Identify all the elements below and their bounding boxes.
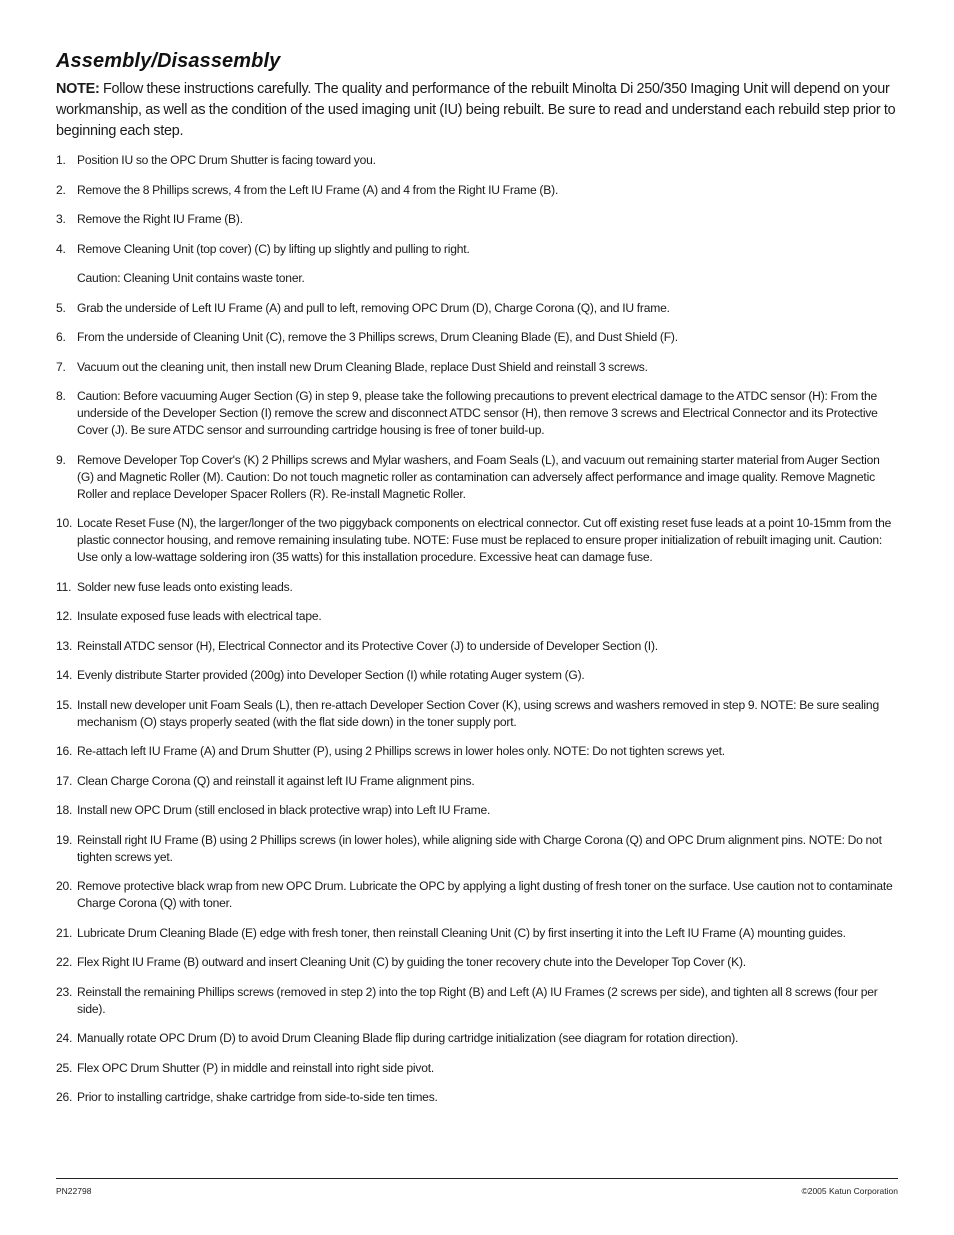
steps-list	[56, 152, 898, 1106]
step-item	[56, 608, 898, 625]
step-text: Position IU so the OPC Drum Shutter is facing toward you.	[77, 153, 376, 167]
note-text: Follow these instructions carefully. The quality and performance of the rebuilt Minolta Di 250/350 Imaging Unit will depend on your workmanship, as well as the condition of the used imaging unit (IU) being rebuilt. Be sure to read and understand each rebuild step prior to beginning each step.	[56, 81, 896, 139]
step-item	[56, 878, 898, 912]
step-number: 23.	[56, 984, 73, 999]
step-text: Lubricate Drum Cleaning Blade (E) edge with fresh toner, then reinstall Cleaning Unit (C) by first inserting it into the Left IU Frame (A) mounting guides.	[77, 925, 846, 940]
step-text: Re-attach left IU Frame (A) and Drum Shutter (P), using 2 Phillips screws in lower holes only. NOTE: Do not tighten screws yet.	[77, 744, 725, 758]
step-text: From the underside of Cleaning Unit (C), remove the 3 Phillips screws, Drum Cleaning Blade (E), and Dust Shield (F).	[77, 330, 678, 344]
step-number: 13.	[56, 638, 73, 653]
step-item	[56, 667, 898, 684]
step-text: Reinstall right IU Frame (B) using 2 Phillips screws (in lower holes), while aligning side with Charge Corona (Q) and OPC Drum alignment pins. NOTE: Do not tighten screws yet.	[77, 832, 882, 864]
page-title: Assembly/Disassembly	[56, 50, 281, 72]
step-number: 16.	[56, 744, 73, 758]
step-number: 20.	[56, 879, 73, 893]
step-item	[56, 925, 898, 942]
step-text: Caution: Cleaning Unit contains waste toner.	[77, 271, 305, 285]
step-item	[56, 152, 898, 169]
step-text: Remove Cleaning Unit (top cover) (C) by lifting up slightly and pulling to right.	[77, 241, 470, 256]
step-item	[56, 832, 898, 866]
note-label: NOTE:	[56, 81, 100, 97]
step-item	[56, 388, 898, 439]
step-text: Reinstall the remaining Phillips screws (removed in step 2) into the top Right (B) and Left (A) IU Frames (2 screws per side), and tighten all 8 screws (four per side).	[77, 984, 878, 1016]
step-item	[56, 359, 898, 376]
step-number: 10.	[56, 516, 73, 530]
step-item	[56, 773, 898, 790]
step-item	[56, 1030, 898, 1047]
step-text: Remove Developer Top Cover's (K) 2 Phillips screws and Mylar washers, and Foam Seals (L), and vacuum out remaining starter material from Auger Section (G) and Magnetic Roller (M). Caution: Do not touch magnetic roller as contamination can adversely affect performance and image quality. Remove Magnetic Roller and replace Developer Spacer Rollers (R). Re-install Magnetic Roller.	[77, 452, 880, 501]
step-item	[56, 1060, 898, 1077]
step-item	[56, 743, 898, 760]
step-number: 3.	[56, 212, 66, 226]
step-number: 19.	[56, 832, 73, 847]
step-number: 5.	[56, 300, 66, 315]
footer-part-number: PN22798	[56, 1186, 92, 1196]
step-item	[56, 241, 898, 258]
step-text: Flex Right IU Frame (B) outward and insert Cleaning Unit (C) by guiding the toner recovery chute into the Developer Top Cover (K).	[77, 955, 746, 969]
step-text: Remove protective black wrap from new OPC Drum. Lubricate the OPC by applying a light dusting of fresh toner on the surface. Use caution not to contaminate Charge Corona (Q) with toner.	[77, 879, 893, 910]
step-item	[56, 300, 898, 317]
step-number: 18.	[56, 803, 73, 817]
step-text: Insulate exposed fuse leads with electrical tape.	[77, 609, 322, 623]
step-text: Locate Reset Fuse (N), the larger/longer of the two piggyback components on electrical connector. Cut off existing reset fuse leads at a point 10-15mm from the plastic connector housing, and remove remaining insulating tube. NOTE: Fuse must be replaced to ensure proper initialization of rebuilt imaging unit. Caution: Use only a low-wattage soldering iron (35 watts) for this installation procedure. Excessive heat can damage fuse.	[77, 516, 892, 564]
step-caution-note	[56, 270, 898, 287]
step-number: 14.	[56, 668, 73, 682]
step-number: 2.	[56, 182, 66, 197]
step-text: Install new OPC Drum (still enclosed in black protective wrap) into Left IU Frame.	[77, 803, 491, 817]
footer-divider	[56, 1178, 898, 1179]
step-number: 11.	[56, 579, 72, 594]
step-item	[56, 954, 898, 971]
step-number: 25.	[56, 1060, 73, 1075]
step-number: 7.	[56, 359, 66, 374]
step-text: Remove the Right IU Frame (B).	[77, 212, 243, 226]
step-item	[56, 211, 898, 228]
step-number: 8.	[56, 389, 66, 403]
step-number: 21.	[56, 925, 73, 940]
step-item	[56, 579, 898, 596]
step-text: Install new developer unit Foam Seals (L), then re-attach Developer Section Cover (K), using screws and washers removed in step 9. NOTE: Be sure sealing mechanism (O) stays properly seated (with the flat side down) in the toner supply port.	[77, 697, 879, 729]
step-number: 24.	[56, 1031, 73, 1045]
step-text: Caution: Before vacuuming Auger Section (G) in step 9, please take the following precautions to prevent electrical damage to the ATDC sensor (H): From the underside of the Developer Section (I) remove the screw and disconnect ATDC sensor (H), then remove 3 screws and Electrical Connector and its Protective Cover (J). Be sure ATDC sensor and surrounding cartridge housing is free of toner build-up.	[77, 389, 878, 437]
step-number: 1.	[56, 153, 66, 167]
step-item	[56, 452, 898, 503]
step-text: Prior to installing cartridge, shake cartridge from side-to-side ten times.	[77, 1090, 438, 1104]
step-number: 17.	[56, 773, 73, 788]
step-text: Clean Charge Corona (Q) and reinstall it against left IU Frame alignment pins.	[77, 773, 475, 788]
step-item	[56, 182, 898, 199]
step-item	[56, 984, 898, 1018]
step-number: 6.	[56, 330, 66, 344]
step-text: Grab the underside of Left IU Frame (A) and pull to left, removing OPC Drum (D), Charge Corona (Q), and IU frame.	[77, 300, 670, 315]
step-item	[56, 697, 898, 731]
step-item	[56, 1089, 898, 1106]
step-text: Manually rotate OPC Drum (D) to avoid Drum Cleaning Blade flip during cartridge initialization (see diagram for rotation direction).	[77, 1031, 739, 1045]
step-text: Remove the 8 Phillips screws, 4 from the Left IU Frame (A) and 4 from the Right IU Frame (B).	[77, 182, 559, 197]
step-item	[56, 329, 898, 346]
step-text: Vacuum out the cleaning unit, then install new Drum Cleaning Blade, replace Dust Shield and reinstall 3 screws.	[77, 359, 648, 374]
step-text: Reinstall ATDC sensor (H), Electrical Connector and its Protective Cover (J) to underside of Developer Section (I).	[77, 638, 658, 653]
document-page	[56, 50, 898, 1119]
step-text: Evenly distribute Starter provided (200g) into Developer Section (I) while rotating Auger system (G).	[77, 668, 585, 682]
step-text: Flex OPC Drum Shutter (P) in middle and reinstall into right side pivot.	[77, 1060, 435, 1075]
footer-copyright: ©2005 Katun Corporation	[801, 1186, 898, 1196]
step-text: Solder new fuse leads onto existing leads.	[77, 579, 293, 594]
intro-note	[56, 79, 898, 142]
step-item	[56, 638, 898, 655]
step-number: 12.	[56, 609, 73, 623]
step-number: 4.	[56, 241, 66, 256]
step-item	[56, 515, 898, 566]
step-number: 26.	[56, 1090, 73, 1104]
step-number: 15.	[56, 697, 73, 712]
step-number: 22.	[56, 955, 73, 969]
step-item	[56, 802, 898, 819]
step-number: 9.	[56, 452, 66, 467]
